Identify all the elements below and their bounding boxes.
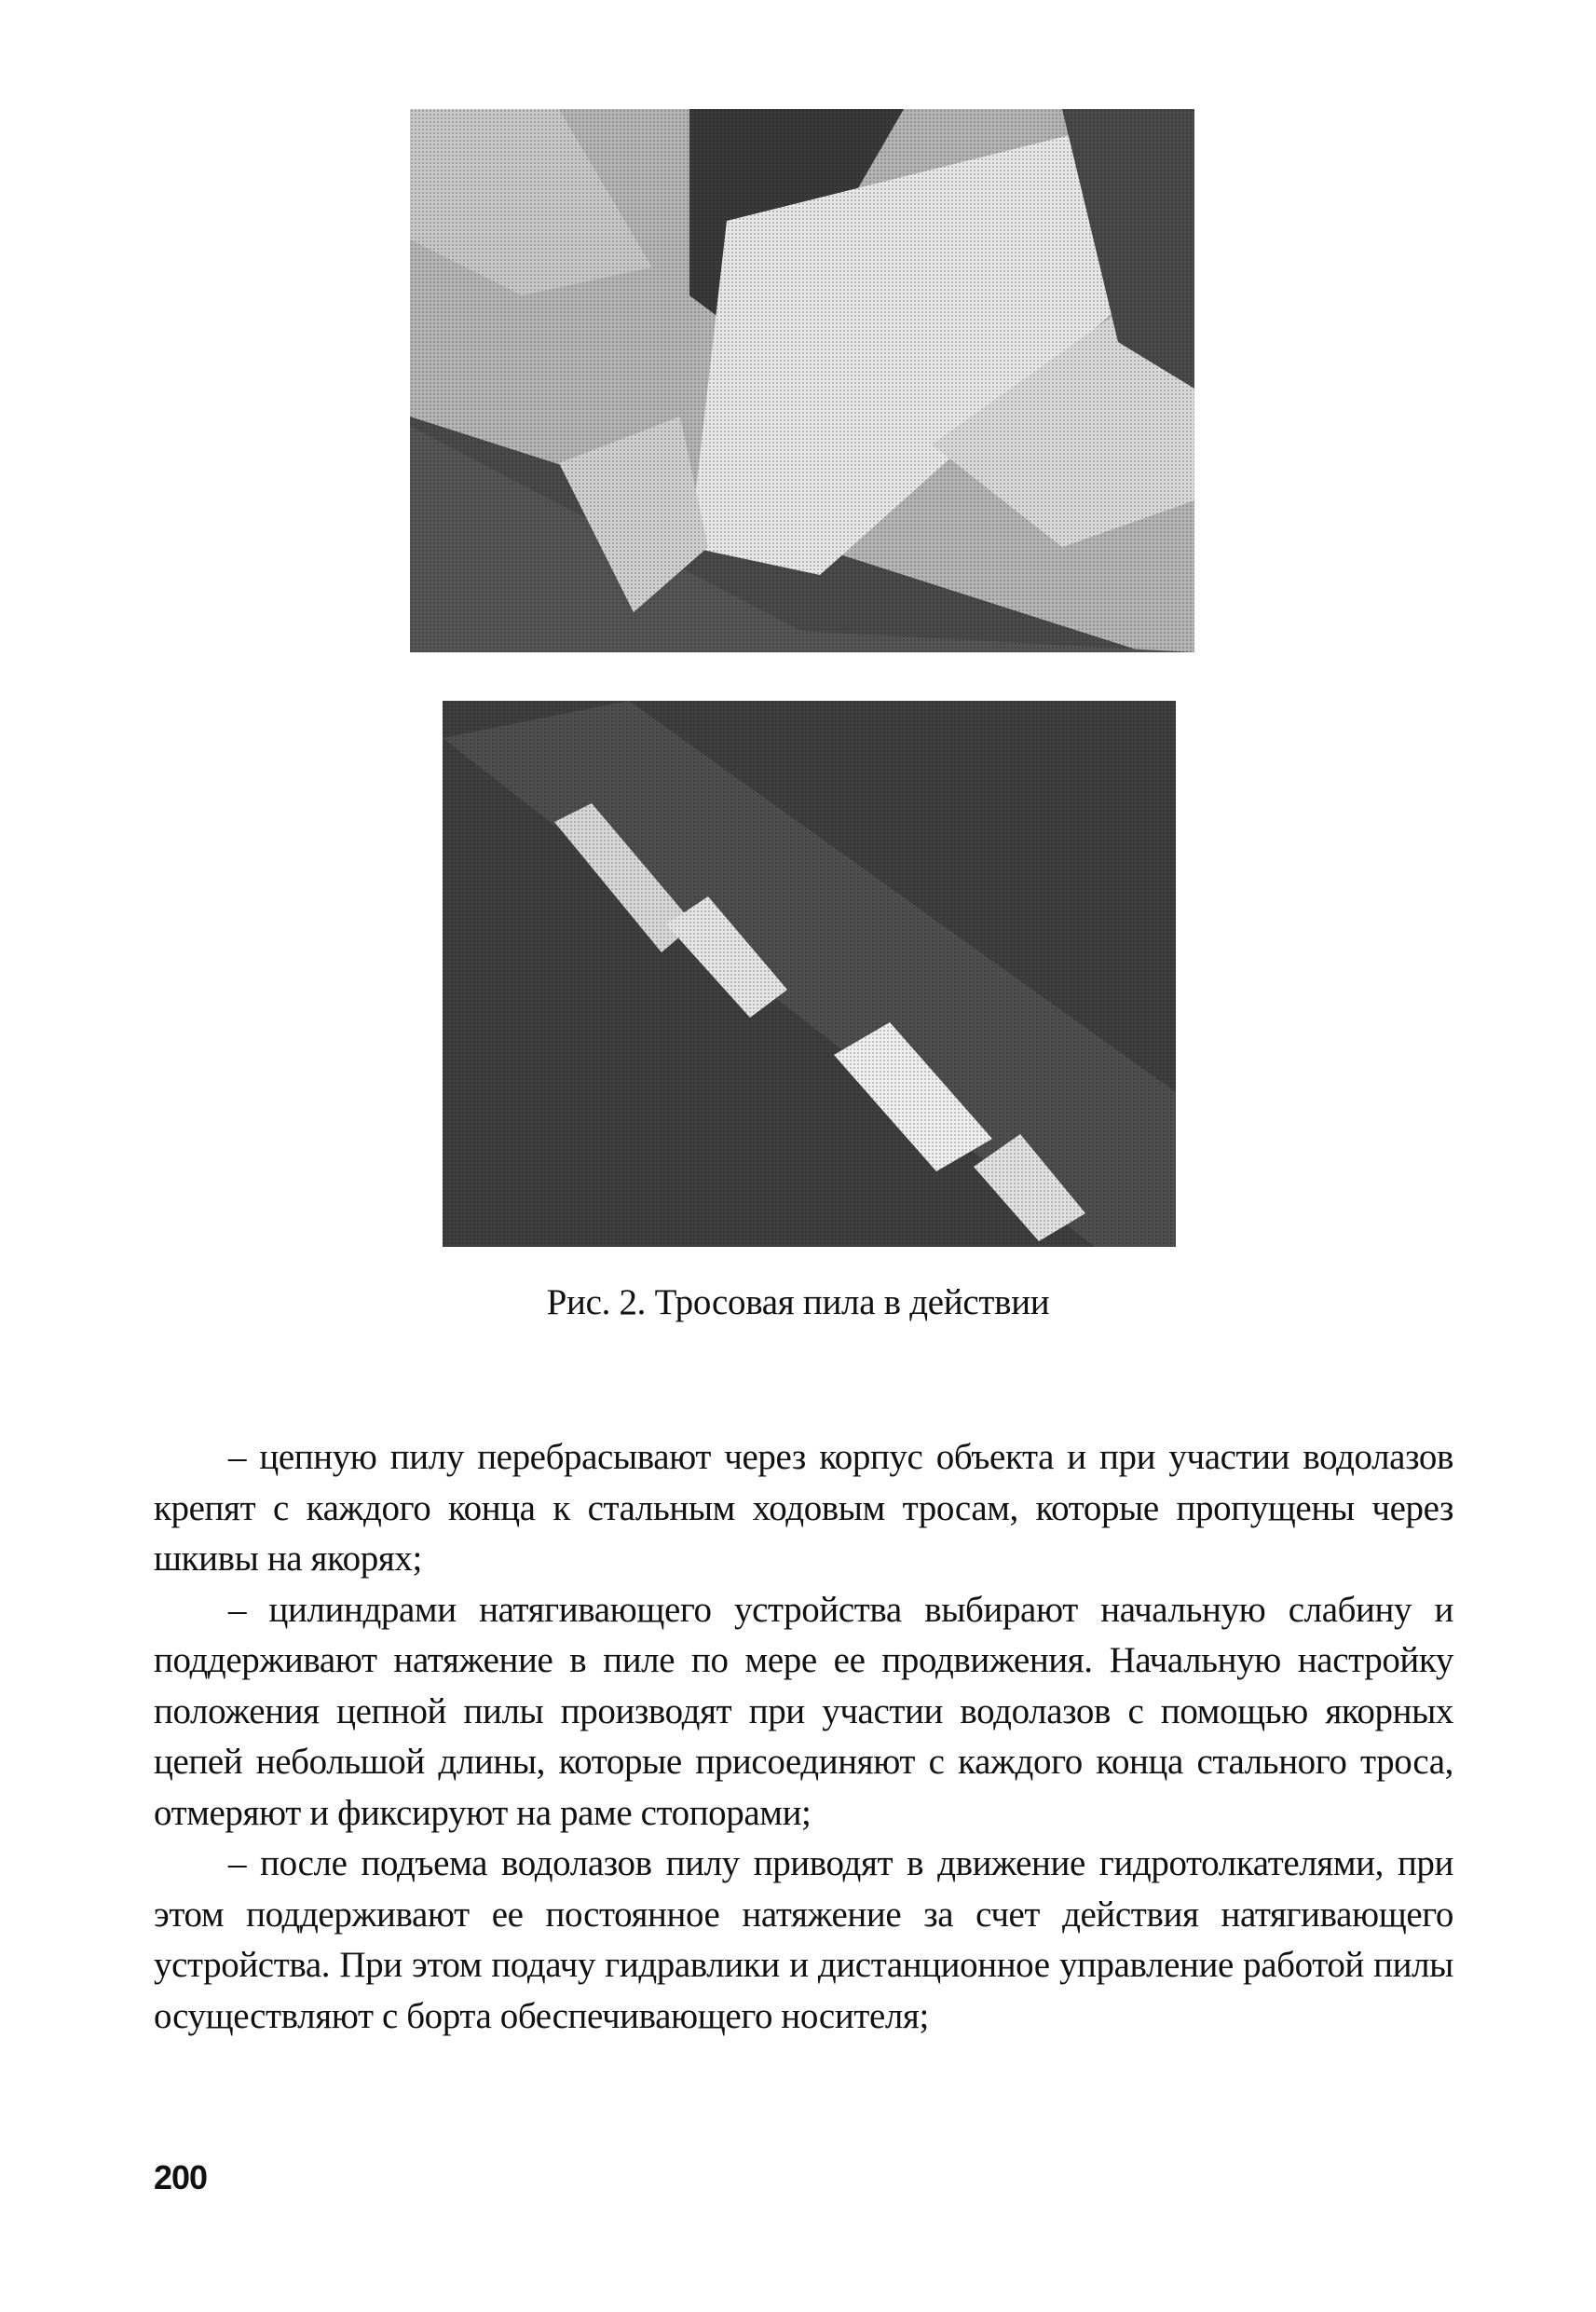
paragraph: – цепную пилу перебрасывают через корпус объекта и при участии водолазов крепят с каждого конца к стальным ходовым тросам, которые пропущены через шкивы на якорях; [154,1437,1453,1579]
paragraph: – цилиндрами натягивающего устройства выбирают начальную слабину и поддерживают натяжение в пиле по мере ее продвижения. Начальную настройку положения цепной пилы производят при участии водолазов с помощью якорных цепей небольшой длины, которые присоединяют с каждого конца стального троса, отмеряют и фиксируют на раме стопорами; [154,1589,1453,1833]
page-number: 200 [154,2158,208,2196]
figure-caption: Рис. 2. Тросовая пила в действии [546,1282,1050,1322]
body-text [154,1432,1453,2042]
paragraph: – после подъема водолазов пилу приводят в движение гидротолкателями, при этом поддерживают ее постоянное натяжение за счет действия натягивающего устройства. При этом подачу гидравлики и дистанционное управление работой пилы осуществляют с борта обеспечивающего носителя; [154,1843,1453,2036]
photo-rope-saw-cutting [410,109,1194,652]
photo-rope-saw-cable [443,701,1176,1247]
figure-photo-bottom [443,701,1176,1247]
figure-photo-top [410,109,1194,652]
